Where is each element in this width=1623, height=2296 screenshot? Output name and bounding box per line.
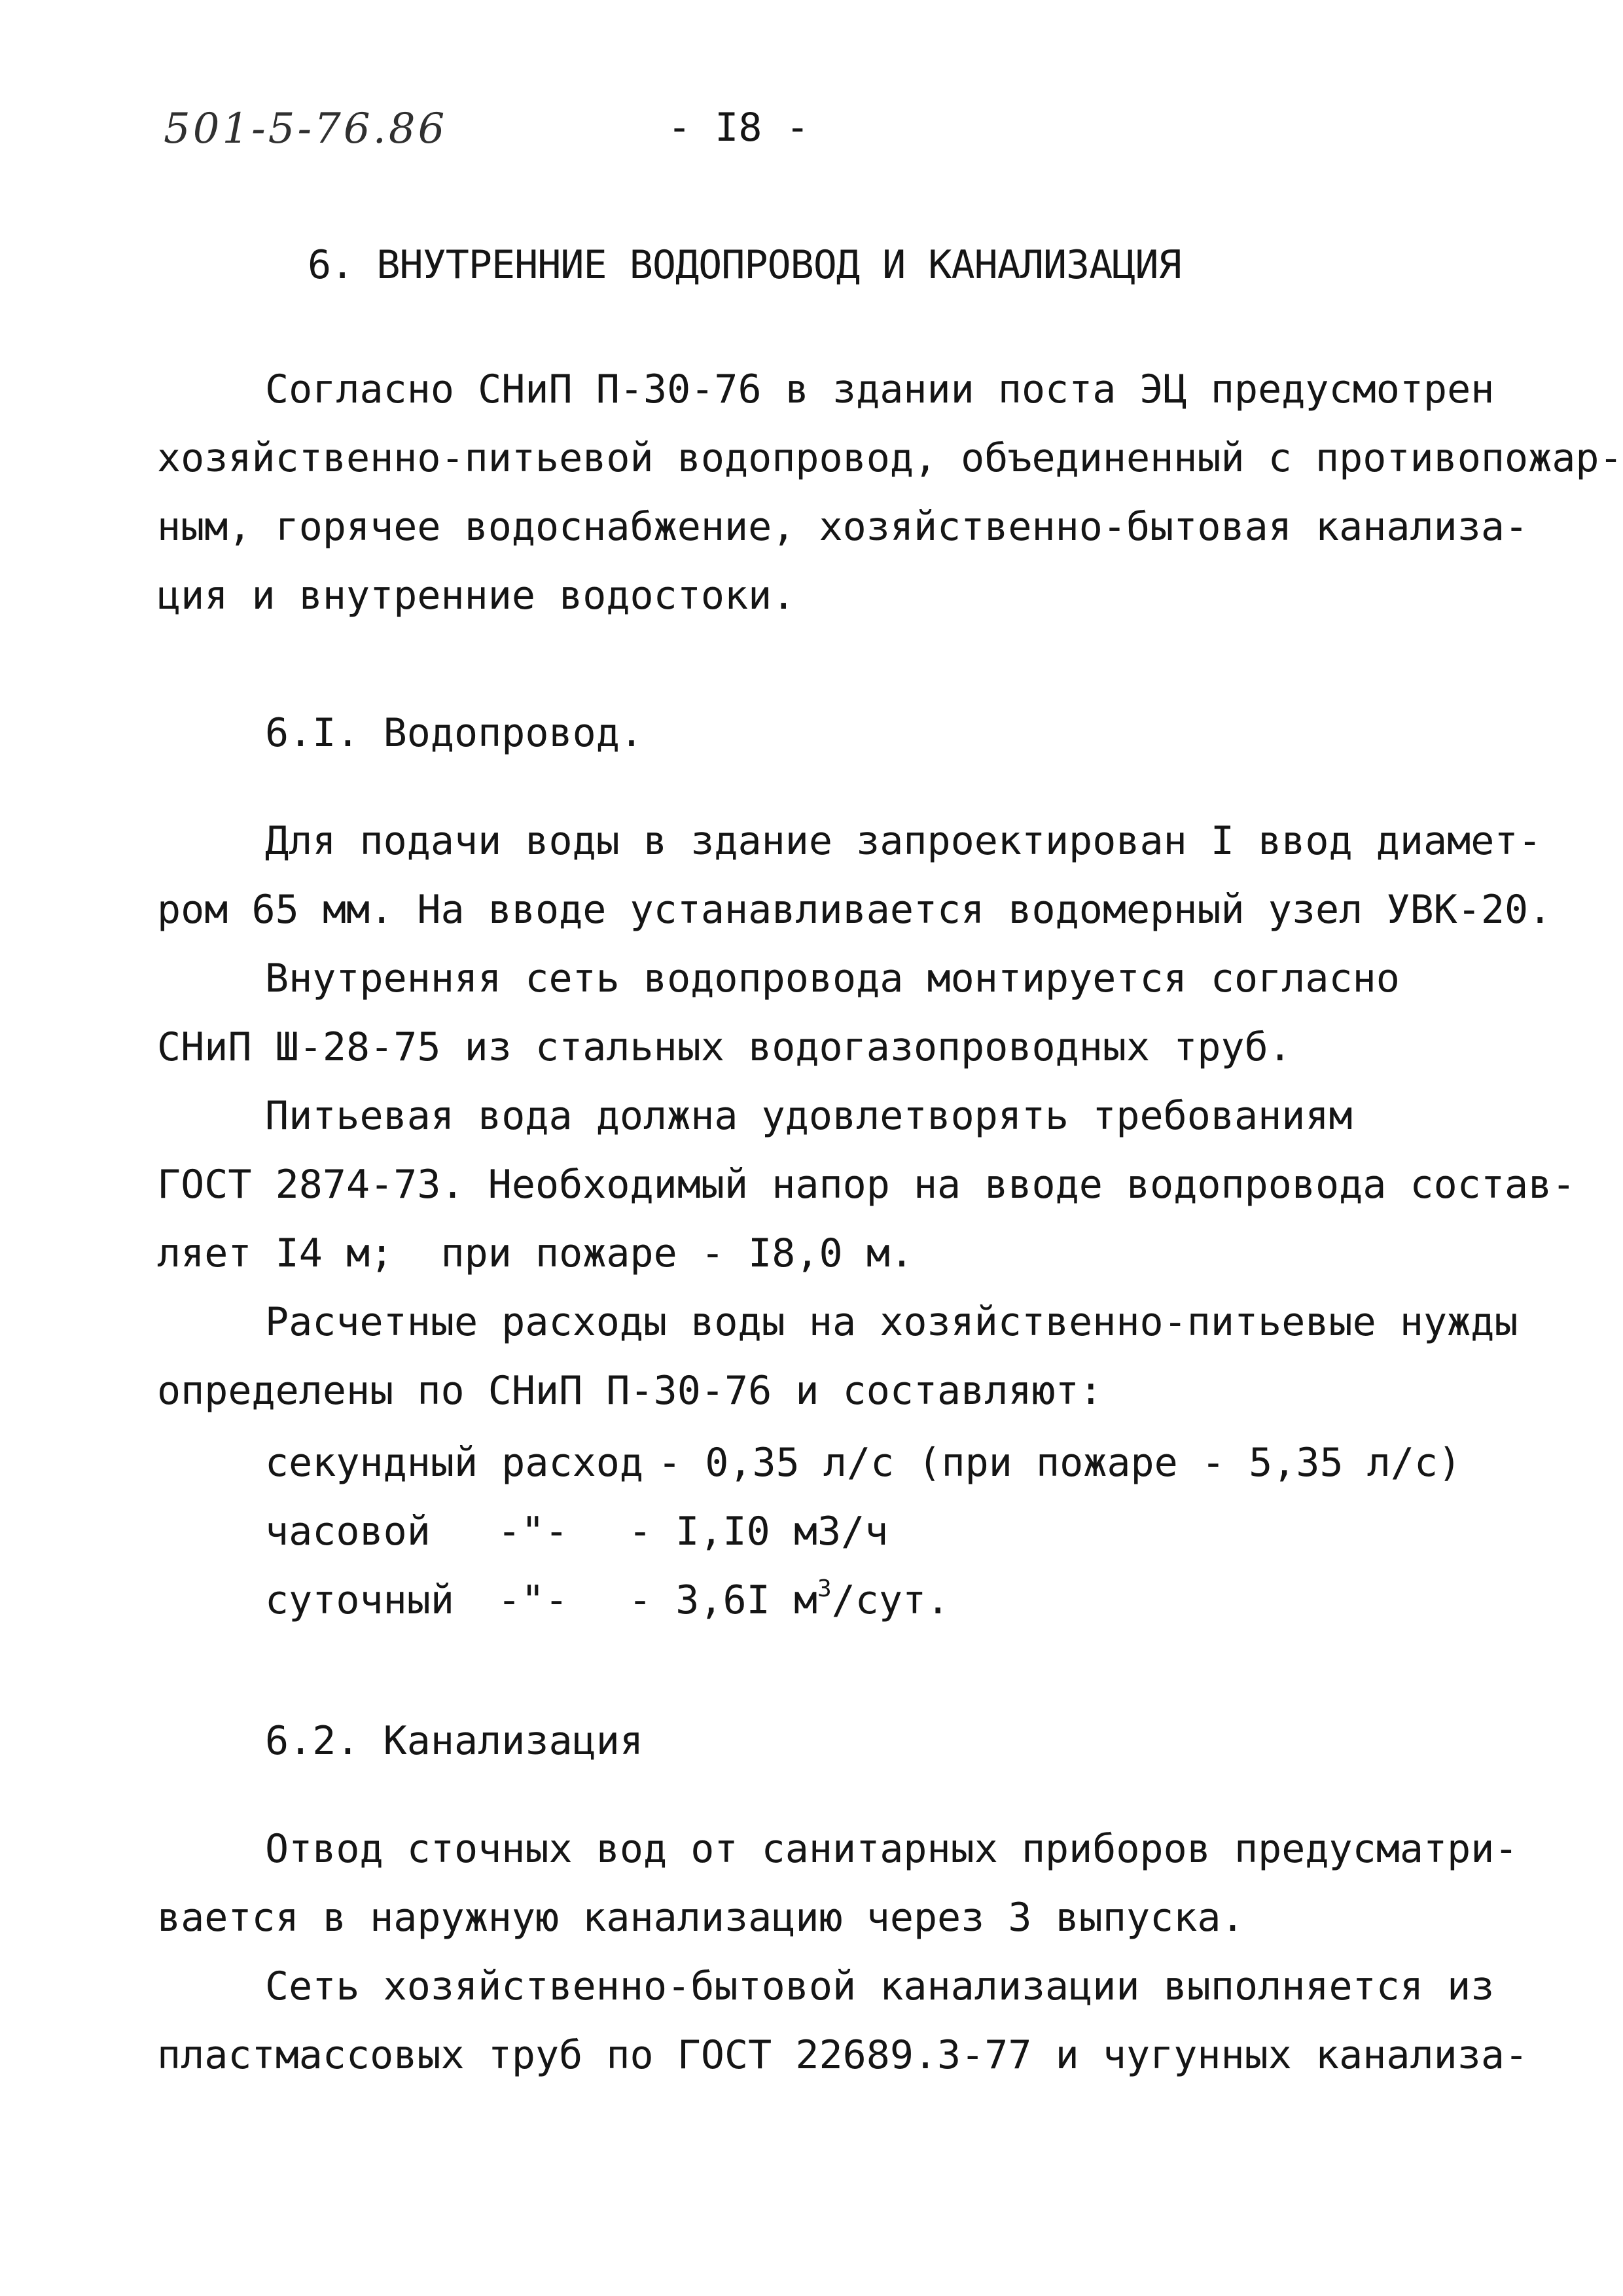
paragraph-line: Сеть хозяйственно-бытовой канализации выполняется из: [265, 1964, 1495, 2009]
subsection-title: 6.I. Водопровод.: [265, 710, 643, 756]
flow-value-day-prefix: - 3,6I м: [628, 1577, 817, 1623]
paragraph-line: ГОСТ 2874-73. Необходимый напор на вводе водопровода состав-: [157, 1162, 1576, 1208]
subsection-title: 6.2. Канализация: [265, 1718, 643, 1764]
paragraph-line: ляет I4 м; при пожаре - I8,0 м.: [157, 1230, 914, 1276]
flow-ditto-day: -"-: [497, 1577, 569, 1623]
paragraph-line: Согласно СНиП П-30-76 в здании поста ЭЦ предусмотрен: [265, 367, 1495, 412]
paragraph-line: Расчетные расходы воды на хозяйственно-питьевые нужды: [265, 1299, 1518, 1345]
flow-label-day: суточный: [265, 1577, 454, 1623]
paragraph-line: Отвод сточных вод от санитарных приборов предусматри-: [265, 1826, 1518, 1872]
paragraph-line: ция и внутренние водостоки.: [157, 573, 796, 619]
flow-value-day-suffix: /сут.: [831, 1577, 950, 1623]
flow-value-day-superscript: 3: [817, 1575, 832, 1602]
paragraph-line: определены по СНиП П-30-76 и составляют:: [157, 1368, 1103, 1414]
flow-label-second: секундный расход: [265, 1440, 643, 1486]
paragraph-line: Питьевая вода должна удовлетворять требованиям: [265, 1093, 1353, 1139]
section-title: 6. ВНУТРЕННИЕ ВОДОПРОВОД И КАНАЛИЗАЦИЯ: [308, 242, 1181, 288]
document-code: 501-5-76.86: [164, 105, 448, 153]
paragraph-line: ром 65 мм. На вводе устанавливается водомерный узел УВК-20.: [157, 887, 1552, 933]
paragraph-line: ным, горячее водоснабжение, хозяйственно-бытовая канализа-: [157, 504, 1529, 550]
page-number: - I8 -: [668, 105, 810, 151]
paragraph-line: СНиП Ш-28-75 из стальных водогазопроводных труб.: [157, 1024, 1292, 1070]
paragraph-line: Для подачи воды в здание запроектирован I ввод диамет-: [265, 818, 1542, 864]
paragraph-line: хозяйственно-питьевой водопровод, объединенный с противопожар-: [157, 435, 1623, 481]
paragraph-line: вается в наружную канализацию через 3 выпуска.: [157, 1895, 1245, 1941]
flow-value-hour: - I,I0 м3/ч: [628, 1509, 889, 1554]
flow-label-hour: часовой: [265, 1509, 431, 1554]
paragraph-line: пластмассовых труб по ГОСТ 22689.3-77 и чугунных канализа-: [157, 2032, 1529, 2078]
paragraph-line: Внутренняя сеть водопровода монтируется согласно: [265, 956, 1400, 1001]
flow-value-day: [628, 1577, 950, 1629]
flow-value-second: - 0,35 л/с (при пожаре - 5,35 л/с): [658, 1440, 1462, 1486]
flow-ditto-hour: -"-: [497, 1509, 569, 1554]
